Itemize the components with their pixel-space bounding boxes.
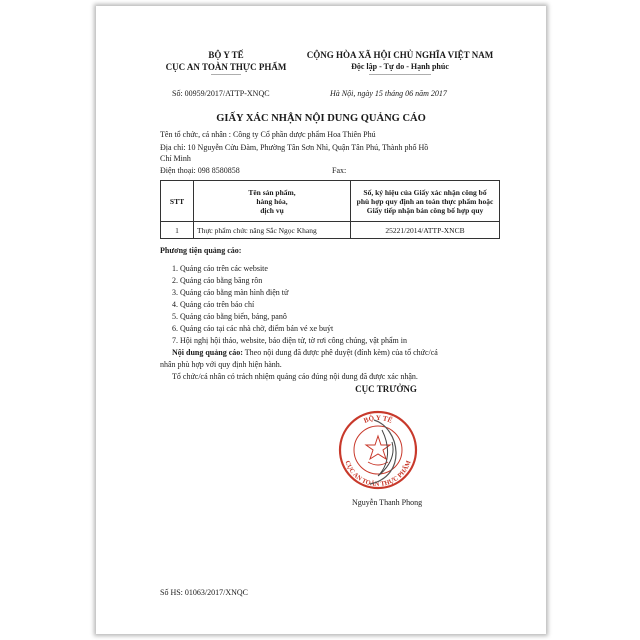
row-product: Thực phẩm chức năng Sắc Ngọc Khang [194,222,351,239]
list-item: 3. Quảng cáo bằng màn hình điện tử [172,288,289,297]
row-stt: 1 [161,222,194,239]
document-date: Hà Nội, ngày 15 tháng 06 năm 2017 [330,89,447,98]
seal-top-text: BỘ Y TẾ [362,413,394,425]
official-seal-icon [330,406,430,494]
document-page [96,6,546,634]
agency-name: CỤC AN TOÀN THỰC PHẨM [165,62,287,72]
header-stt: STT [161,181,194,222]
table-row [161,222,500,239]
header-product-line: hàng hóa, [256,196,288,206]
org-name: Tên tổ chức, cá nhân : Công ty Cổ phần dược phẩm Hoa Thiên Phú [160,130,376,139]
national-motto: Độc lập - Tự do - Hạnh phúc [351,62,449,71]
ministry-name: BỘ Y TẾ [208,50,244,60]
content-line2: nhân phù hợp với quy định hiện hành. [160,360,282,369]
list-item: 2. Quảng cáo bằng băng rôn [172,276,263,285]
content-label: Nội dung quảng cáo: [172,348,243,357]
media-heading: Phương tiện quảng cáo: [160,246,242,255]
list-item: 1. Quảng cáo trên các website [172,264,268,273]
file-number: Số HS: 01063/2017/XNQC [160,588,249,597]
responsibility-line: Tổ chức/cá nhân có trách nhiệm quảng cáo đúng nội dung đã được xác nhận. [172,372,418,381]
svg-text:BỘ Y TẾ [363,414,394,425]
product-table [160,180,500,239]
org-phone: Điện thoại: 098 8580858 [160,166,240,175]
org-address-line2: Chí Minh [160,154,191,163]
header-product-line: dịch vụ [260,205,284,215]
org-address-line1: Địa chỉ: 10 Nguyễn Cửu Đàm, Phường Tân Sơn Nhì, Quận Tân Phú, Thành phố Hồ [160,143,429,152]
list-item: 5. Quảng cáo bằng biển, bảng, panô [172,312,287,321]
signer-position: CỤC TRƯỞNG [355,384,417,394]
header-product [194,181,351,222]
content-text: Theo nội dung đã được phê duyệt (đính kèm) của tổ chức/cá [242,348,438,357]
signer-name: Nguyễn Thanh Phong [352,498,423,507]
header-cert-line: Số, ký hiệu của Giấy xác nhận công bố [363,187,487,197]
table-header-row [161,181,500,222]
country-name: CỘNG HÒA XÃ HỘI CHỦ NGHĨA VIỆT NAM [306,50,494,60]
seal-bottom-text: CỤC AN TOÀN THỰC PHẨM [343,459,413,489]
header-cert [351,181,500,222]
right-rule: ------------------------------- [369,72,431,78]
list-item: 6. Quảng cáo tại các nhà chờ, điểm bán vé xe buýt [172,324,334,333]
document-number: Số: 00959/2017/ATTP-XNQC [172,89,270,98]
page-title: GIẤY XÁC NHẬN NỘI DUNG QUẢNG CÁO [216,113,426,124]
header-cert-line: phù hợp quy định an toàn thực phẩm hoặc [356,196,494,206]
left-rule: --------------- [211,72,241,78]
row-cert: 25221/2014/ATTP-XNCB [351,222,500,239]
content-line1 [172,348,438,357]
list-item: 7. Hội nghị hội thảo, website, báo điện tử, tờ rơi công chúng, vật phẩm in [172,336,407,345]
list-item: 4. Quảng cáo trên báo chí [172,300,255,309]
header-cert-line: Giấy tiếp nhận bản công bố hợp quy [366,205,484,215]
org-fax: Fax: [332,166,347,175]
header-product-line: Tên sản phẩm, [248,187,296,197]
